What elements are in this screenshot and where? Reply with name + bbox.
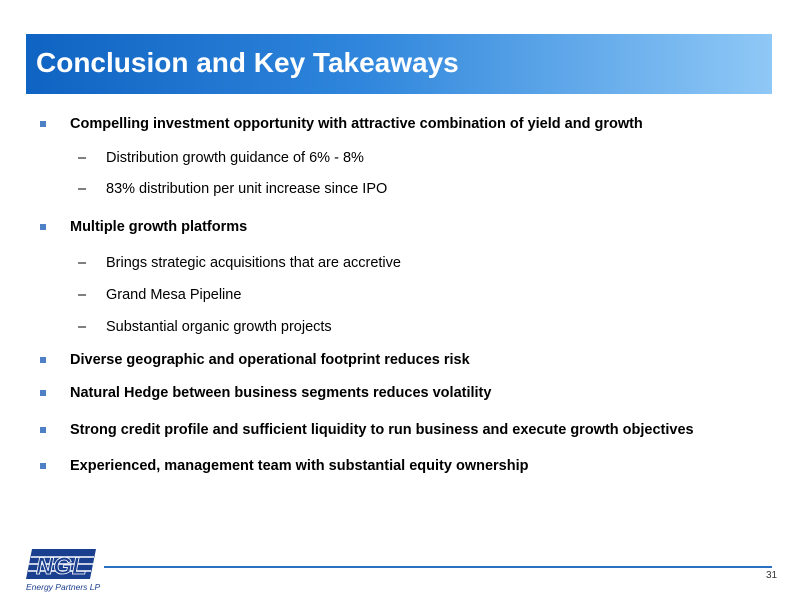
dash-icon: – — [78, 181, 87, 197]
sub-bullet-text: Substantial organic growth projects — [106, 319, 332, 335]
svg-text:NGL: NGL — [36, 553, 87, 580]
dash-icon: – — [78, 150, 87, 166]
square-bullet-icon — [40, 357, 46, 363]
dash-icon: – — [78, 319, 87, 335]
company-logo — [26, 545, 100, 595]
bullet-text: Compelling investment opportunity with attractive combination of yield and growth — [70, 116, 643, 132]
bullet-text: Experienced, management team with substantial equity ownership — [70, 458, 529, 474]
bullet-text: Diverse geographic and operational footprint reduces risk — [70, 352, 470, 368]
bullet-text: Strong credit profile and sufficient liquidity to run business and execute growth objectives — [70, 422, 694, 438]
dash-icon: – — [78, 287, 87, 303]
slide-title: Conclusion and Key Takeaways — [36, 47, 459, 78]
square-bullet-icon — [40, 427, 46, 433]
sub-bullet-text: Brings strategic acquisitions that are accretive — [106, 255, 401, 271]
square-bullet-icon — [40, 390, 46, 396]
ngl-logo-icon — [26, 545, 100, 583]
title-bar — [26, 34, 772, 94]
square-bullet-icon — [40, 121, 46, 127]
square-bullet-icon — [40, 463, 46, 469]
sub-bullet-text: 83% distribution per unit increase since IPO — [106, 181, 388, 197]
page-number: 31 — [766, 570, 778, 581]
footer-divider — [104, 566, 772, 568]
bullet-text: Natural Hedge between business segments reduces volatility — [70, 385, 492, 401]
logo-tagline: Energy Partners LP — [26, 582, 101, 592]
sub-bullet-text: Grand Mesa Pipeline — [106, 287, 242, 303]
dash-icon: – — [78, 255, 87, 271]
sub-bullet-text: Distribution growth guidance of 6% - 8% — [106, 150, 364, 166]
square-bullet-icon — [40, 224, 46, 230]
bullet-text: Multiple growth platforms — [70, 219, 248, 235]
